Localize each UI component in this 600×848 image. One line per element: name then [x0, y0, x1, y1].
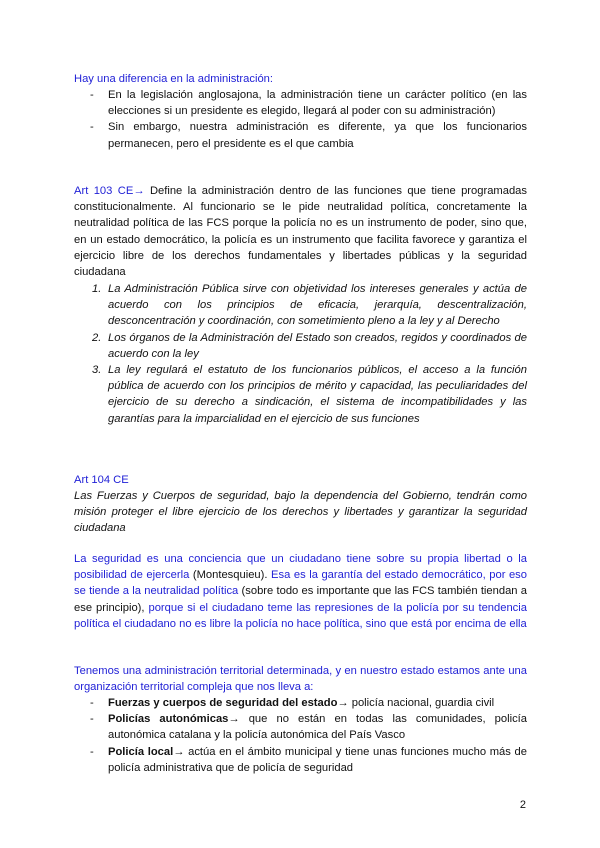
territorial-bullet-list [74, 695, 527, 776]
item-number: 3. [92, 364, 102, 377]
item-text: actúa en el ámbito municipal y tiene unas funciones mucho más de policía administrativa que de policía de seguridad [108, 745, 527, 774]
arrow-icon: → [228, 713, 240, 726]
territorial-heading: Tenemos una administración territorial determinada, y en nuestro estado estamos ante una organización territorial compleja que nos lleva a: [74, 665, 527, 694]
item-text: que no están en todas las comunidades, policía autonómica catalana y la policía autonómica del País Vasco [108, 713, 528, 742]
list-item [74, 695, 527, 711]
arrow-icon: → [337, 697, 349, 709]
list-item: - En la legislación anglosajona, la administración tiene un carácter político (en las elecciones si un presidente es elegido, llegará al poder con su administración) [74, 87, 527, 119]
art103-text: Define la administración dentro de las funciones que tiene programadas constitucionalmente. Al funcionario se le pide neutralidad política, concretamente la neutralidad política de las FCS porque la policía no es un instrumento de poder, sino que, en un estado democrático, la policía es un instrumento que facilita favorece y garantiza el ejercicio libre de los derechos fundamentales y libertades públicas y la seguridad ciudadana [74, 185, 527, 279]
list-item: - Sin embargo, nuestra administración es diferente, ya que los funcionarios permanecen, pero el presidente es el que cambia [74, 119, 527, 151]
item-text: policía nacional, guardia civil [348, 697, 495, 709]
page-number: 2 [519, 799, 526, 811]
seguridad-part3: Esa es la garantía del estado democrático, por eso se tiende a la neutralidad política [74, 569, 527, 598]
item-text: La Administración Pública sirve con objetividad los intereses generales y actúa de acuerdo con los principios de eficacia, jerarquía, descentralización, desconcentración y coordinación, con sometimiento pleno a la ley y al Derecho [108, 283, 527, 328]
list-item [74, 711, 527, 743]
list-item [74, 744, 527, 776]
seguridad-part1: La seguridad es una conciencia que un ciudadano tiene sobre su propia libertad o la posibilidad de ejercerla [74, 553, 527, 582]
section1-heading: Hay una diferencia en la administración: [74, 73, 273, 85]
item-text: Los órganos de la Administración del Estado son creados, regidos y coordinados de acuerdo con la ley [108, 331, 527, 360]
seguridad-part2: (Montesquieu). [189, 569, 272, 582]
item-bold: Policías autonómicas [108, 713, 229, 726]
art103-numbered-list [74, 281, 527, 427]
item-number: 1. [92, 283, 102, 295]
item-bold: Fuerzas y cuerpos de seguridad del estado [108, 697, 338, 709]
arrow-icon: → [173, 745, 185, 758]
art104-text: Las Fuerzas y Cuerpos de seguridad, bajo la dependencia del Gobierno, tendrán como misión proteger el libre ejercicio de los derechos y libertades y garantizar la seguridad ciudadana [74, 490, 527, 535]
seguridad-paragraph [74, 551, 527, 632]
item-text: La ley regulará el estatuto de los funcionarios públicos, el acceso a la función pública de acuerdo con los principios de mérito y capacidad, las peculiaridades del ejercicio de su derecho a sindicación, el sistema de incompatibilidades y las garantías para la imparcialidad en el ejercicio de sus funciones [108, 364, 527, 425]
art104-ref: Art 104 CE [74, 474, 129, 486]
seguridad-part4: (sobre todo es importante que las FCS también tiendan a ese principio), [74, 585, 527, 614]
item-number: 2. [92, 331, 102, 344]
item-bold: Policía local [108, 745, 174, 758]
list-item [74, 362, 527, 427]
list-item [74, 281, 527, 330]
art103-ref: Art 103 CE→ [74, 185, 145, 197]
seguridad-part5: porque si el ciudadano teme las represiones de la policía por su tendencia política el ciudadano no es libre la policía no hace política, sino que está por encima de ella [74, 601, 527, 630]
section1-bullet-list [74, 87, 527, 152]
list-item [74, 330, 527, 362]
art103-paragraph [74, 183, 527, 280]
